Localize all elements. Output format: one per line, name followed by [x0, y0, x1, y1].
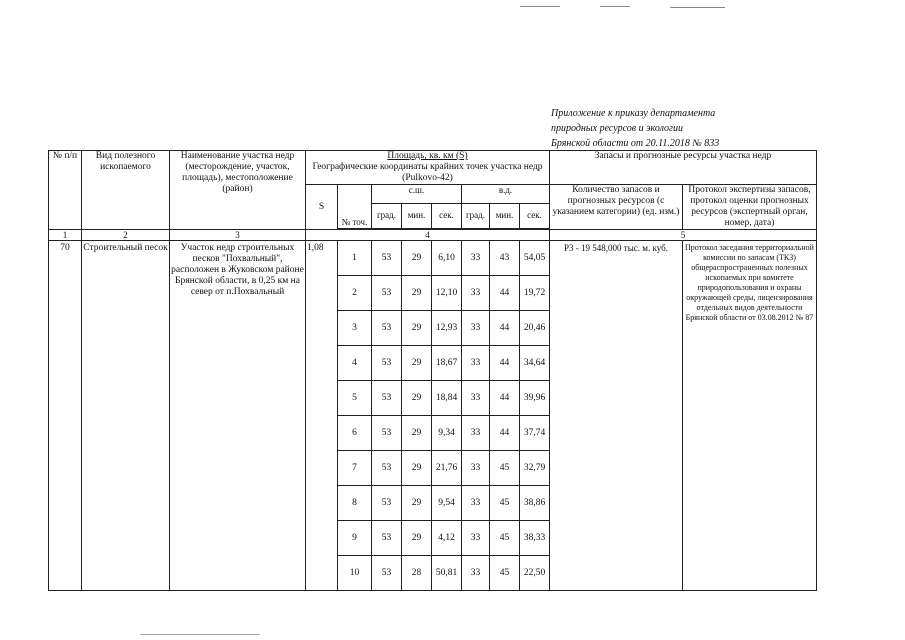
col-header-quantity: Количество запасов и прогнозных ресурсов (с указанием категории) (ед. изм.) [550, 185, 683, 230]
col-header-lat-deg: град. [372, 204, 402, 229]
point-lat-s: 12,93 [432, 311, 462, 346]
col-number-2: 2 [82, 230, 170, 241]
point-lon-m: 44 [490, 276, 520, 311]
point-lon-m: 45 [490, 486, 520, 521]
record-kind: Строительный песок [82, 241, 170, 591]
point-lon-s: 20,46 [520, 311, 550, 346]
point-lon-s: 38,33 [520, 521, 550, 556]
point-lat-d: 53 [372, 276, 402, 311]
point-lon-m: 44 [490, 416, 520, 451]
point-lat-m: 29 [402, 521, 432, 556]
col-header-lon-sec: сек. [520, 204, 550, 229]
col-number-5: 5 [550, 230, 817, 241]
point-lon-d: 33 [462, 241, 490, 276]
appendix-note-line-2: природных ресурсов и экологии [551, 123, 683, 134]
col-number-3: 3 [170, 230, 306, 241]
scan-mark [140, 634, 260, 635]
record-reserves: Р3 - 19 548,000 тыс. м. куб. [550, 241, 683, 591]
point-lat-m: 29 [402, 486, 432, 521]
point-n: 8 [338, 486, 372, 521]
point-lon-s: 54,05 [520, 241, 550, 276]
point-lat-d: 53 [372, 451, 402, 486]
point-lat-d: 53 [372, 486, 402, 521]
point-lat-m: 28 [402, 556, 432, 591]
point-lon-d: 33 [462, 486, 490, 521]
point-lon-m: 44 [490, 346, 520, 381]
point-n: 1 [338, 241, 372, 276]
point-lon-m: 44 [490, 381, 520, 416]
record-name: Участок недр строительных песков "Похвальный", расположен в Жуковском районе Брянской области, в 0,25 км на север от п.Похвальный [170, 241, 306, 591]
point-lon-m: 44 [490, 311, 520, 346]
point-lat-s: 12,10 [432, 276, 462, 311]
col-header-area: Площадь, кв. км (S) [387, 151, 468, 161]
appendix-note [551, 106, 719, 151]
table-row [49, 241, 817, 276]
point-lat-s: 6,10 [432, 241, 462, 276]
point-n: 3 [338, 311, 372, 346]
point-lat-d: 53 [372, 521, 402, 556]
point-n: 2 [338, 276, 372, 311]
point-lat-s: 18,67 [432, 346, 462, 381]
point-lat-d: 53 [372, 346, 402, 381]
point-lat-s: 9,34 [432, 416, 462, 451]
point-lat-s: 18,84 [432, 381, 462, 416]
point-lat-d: 53 [372, 381, 402, 416]
point-lon-s: 19,72 [520, 276, 550, 311]
col-header-lat-sec: сек. [432, 204, 462, 229]
point-lat-d: 53 [372, 556, 402, 591]
scan-mark [670, 7, 725, 8]
point-lon-s: 37,74 [520, 416, 550, 451]
col-header-reserves: Запасы и прогнозные ресурсы участка недр [550, 151, 817, 185]
col-header-kind: Вид полезного ископаемого [82, 151, 170, 230]
point-n: 9 [338, 521, 372, 556]
col-header-lon: в.д. [462, 185, 550, 204]
point-lat-d: 53 [372, 241, 402, 276]
col-header-coords: Географические координаты крайних точек участка недр (Pulkovo-42) [312, 162, 543, 183]
point-lon-s: 39,96 [520, 381, 550, 416]
appendix-note-line-1: Приложение к приказу департамента [551, 108, 716, 119]
appendix-note-line-3: Брянской области от 20.11.2018 № 833 [551, 138, 720, 149]
point-lon-m: 45 [490, 521, 520, 556]
point-lon-m: 43 [490, 241, 520, 276]
point-lon-d: 33 [462, 556, 490, 591]
scan-mark [520, 6, 560, 7]
point-lon-d: 33 [462, 451, 490, 486]
col-header-lat: с.ш. [372, 185, 462, 204]
col-number-1: 1 [49, 230, 82, 241]
col-header-point-no: № точ. [338, 185, 372, 229]
subsoil-plots-table [48, 150, 817, 591]
col-header-protocol: Протокол экспертизы запасов, протокол оценки прогнозных ресурсов (экспертный орган, номер, дата) [683, 185, 817, 230]
col-header-num: № п/п [49, 151, 82, 230]
point-lat-m: 29 [402, 381, 432, 416]
point-lat-s: 9,54 [432, 486, 462, 521]
point-lon-m: 45 [490, 451, 520, 486]
point-lon-d: 33 [462, 346, 490, 381]
point-lat-m: 29 [402, 276, 432, 311]
point-lat-s: 4,12 [432, 521, 462, 556]
point-lat-s: 50,81 [432, 556, 462, 591]
point-lat-d: 53 [372, 311, 402, 346]
col-header-S: S [306, 185, 338, 230]
point-lon-d: 33 [462, 311, 490, 346]
point-lat-m: 29 [402, 241, 432, 276]
record-area: 1,08 [306, 241, 338, 591]
record-protocol: Протокол заседания территориальной комиссии по запасам (ТКЗ) общераспространенных полезных ископаемых при комитете природопользования и охраны окружающей среды, лицензирования отдельных видов деятельности Брянской области от 03.08.2012 № 87 [683, 241, 817, 591]
scan-mark [600, 6, 630, 7]
point-lat-s: 21,76 [432, 451, 462, 486]
point-n: 6 [338, 416, 372, 451]
point-lon-s: 38,86 [520, 486, 550, 521]
point-lon-s: 34,64 [520, 346, 550, 381]
point-lon-d: 33 [462, 416, 490, 451]
point-lon-d: 33 [462, 381, 490, 416]
point-lat-m: 29 [402, 311, 432, 346]
point-lat-m: 29 [402, 451, 432, 486]
point-lon-s: 22,50 [520, 556, 550, 591]
point-lon-d: 33 [462, 276, 490, 311]
point-n: 7 [338, 451, 372, 486]
col-header-lon-min: мин. [490, 204, 520, 229]
point-lon-m: 45 [490, 556, 520, 591]
col-header-lon-deg: град. [462, 204, 490, 229]
col-header-name: Наименование участка недр (месторождение, участок, площадь), местоположение (район) [170, 151, 306, 230]
col-number-4: 4 [306, 230, 550, 241]
point-n: 5 [338, 381, 372, 416]
col-header-area-coords [306, 151, 550, 185]
point-lat-m: 29 [402, 416, 432, 451]
point-n: 10 [338, 556, 372, 591]
point-n: 4 [338, 346, 372, 381]
point-lon-d: 33 [462, 521, 490, 556]
point-lat-m: 29 [402, 346, 432, 381]
point-lon-s: 32,79 [520, 451, 550, 486]
point-lat-d: 53 [372, 416, 402, 451]
col-header-lat-min: мин. [402, 204, 432, 229]
record-num: 70 [49, 241, 82, 591]
